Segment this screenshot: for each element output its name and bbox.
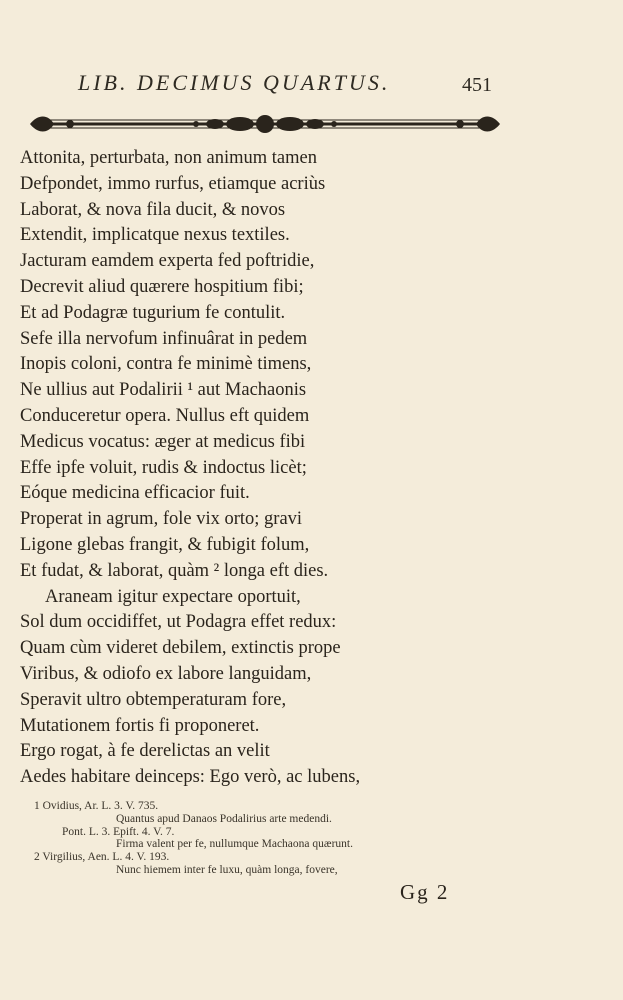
- running-head: LIB. DECIMUS QUARTUS.: [78, 70, 391, 95]
- text-line: Ligone glebas frangit, & fubigit folum,: [20, 534, 310, 555]
- text-line: Inopis coloni, contra fe minimè timens,: [20, 354, 312, 375]
- footnotes: [34, 800, 474, 877]
- footnote-line: Firma valent per fe, nullumque Machaona quærunt.: [116, 838, 353, 851]
- ornament-divider-icon: [30, 110, 500, 138]
- text-line: Mutationem fortis fi proponeret.: [20, 715, 260, 736]
- footnote-line: 1 Ovidius, Ar. L. 3. V. 735.: [34, 800, 159, 812]
- text-line: Sefe illa nervofum infinuârat in pedem: [20, 328, 308, 349]
- text-line: Extendit, implicatque nexus textiles.: [20, 225, 290, 246]
- text-line: Effe ipfe voluit, rudis & indoctus licèt;: [20, 457, 307, 478]
- signature-mark: Gg 2: [400, 880, 450, 904]
- footnote-line: Pont. L. 3. Epift. 4. V. 7.: [62, 825, 175, 838]
- text-line: Jacturam eamdem experta fed poftridie,: [20, 251, 315, 272]
- text-line: Defpondet, immo rurfus, etiamque acriùs: [20, 173, 326, 194]
- text-line: Araneam igitur expectare oportuit,: [45, 586, 301, 607]
- page-number: 451: [462, 74, 492, 96]
- text-line: Eóque medicina efficacior fuit.: [20, 483, 250, 504]
- footnote-line: 2 Virgilius, Aen. L. 4. V. 193.: [34, 851, 170, 864]
- text-line: Quam cùm videret debilem, extinctis prope: [20, 638, 341, 659]
- text-line: Ne ullius aut Podalirii ¹ aut Machaonis: [20, 380, 307, 401]
- footnote-line: Nunc hiemem inter fe luxu, quàm longa, fovere,: [116, 863, 338, 876]
- text-line: Conduceretur opera. Nullus eft quidem: [20, 405, 310, 426]
- text-line: Viribus, & odiofo ex labore languidam,: [20, 663, 312, 684]
- text-line: Properat in agrum, fole vix orto; gravi: [20, 509, 303, 530]
- text-line: Medicus vocatus: æger at medicus fibi: [20, 431, 306, 452]
- text-line: Aedes habitare deinceps: Ego verò, ac lubens,: [20, 767, 361, 788]
- text-line: Decrevit aliud quærere hospitium fibi;: [20, 276, 304, 297]
- footnote-line: Quantus apud Danaos Podalirius arte medendi.: [116, 812, 332, 825]
- text-line: Et ad Podagræ tugurium fe contulit.: [20, 302, 286, 323]
- text-line: Ergo rogat, à fe derelictas an velit: [20, 741, 270, 762]
- text-line: Sol dum occidiffet, ut Podagra effet redux:: [20, 612, 337, 633]
- poem-text: [20, 146, 490, 791]
- text-line: Et fudat, & laborat, quàm ² longa eft dies.: [20, 560, 329, 581]
- text-line: Laborat, & nova fila ducit, & novos: [20, 199, 286, 220]
- text-line: Speravit ultro obtemperaturam fore,: [20, 689, 287, 710]
- text-line: Attonita, perturbata, non animum tamen: [20, 148, 317, 168]
